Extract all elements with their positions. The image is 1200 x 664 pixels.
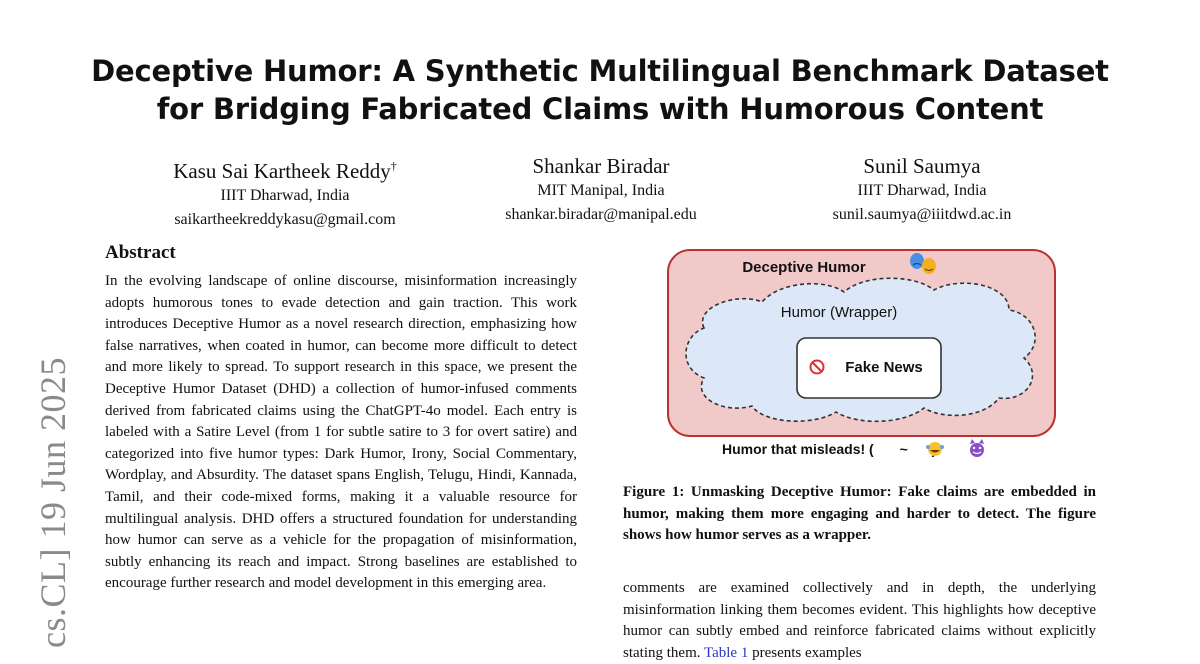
author-name: Kasu Sai Kartheek Reddy† xyxy=(173,159,397,183)
body-paragraph: comments are examined collectively and in depth, the underlying misinformation linking them becomes evident. This highlights how deceptive humor can subtly embed and reinforce fabricated claims without explicitly stating them. Table 1 presents examples xyxy=(623,580,1096,661)
arxiv-stamp: cs.CL] 19 Jun 2025 xyxy=(33,357,73,648)
paper-title xyxy=(60,52,1140,128)
table-reference-link[interactable]: Table 1 xyxy=(703,644,749,661)
laughing-emoji-icon xyxy=(926,442,944,456)
abstract-heading: Abstract xyxy=(105,242,176,263)
author-block-2 xyxy=(451,153,751,227)
humor-wrapper-label: Humor (Wrapper) xyxy=(780,304,898,321)
author-name: Sunil Saumya xyxy=(863,154,981,178)
author-affiliation: IIIT Dharwad, India xyxy=(857,182,987,199)
author-email[interactable]: sunil.saumya@iiitdwd.ac.in xyxy=(832,206,1012,223)
abstract-text: In the evolving landscape of online discourse, misinformation increasingly adopts humorous tones to evade detection and gain traction. This work introduces Deceptive Humor as a novel research direction, emphasizing how false narratives, when coated in humor, can become more difficult to detect and more likely to spread. To support research in this space, we present the Deceptive Humor Dataset (DHD) a collection of humor-infused comments derived from fabricated claims using the ChatGPT-4o model. Each entry is labeled with a Satire Level (from 1 for subtle satire to 3 for overt satire) and categorized into five humor types: Dark Humor, Irony, Social Commentary, Wordplay, and Absurdity. The dataset spans English, Telugu, Hindi, Kannada, Tamil, and their code-mixed forms, making it a valuable resource for multilingual analysis. DHD offers a structured foundation for understanding how humor can serve as a vehicle for the propagation of misinformation, subtly enhancing its reach and impact. Strong baselines are established to encourage further research and model development in this emerging area. xyxy=(105,273,577,592)
figure-1 xyxy=(664,248,1064,468)
author-name: Shankar Biradar xyxy=(532,154,670,178)
author-affiliation: MIT Manipal, India xyxy=(537,182,665,199)
figure-tagline: Humor that misleads! ( ~ xyxy=(722,441,912,457)
title-line-1: Deceptive Humor: A Synthetic Multilingual Benchmark Dataset xyxy=(91,54,1109,88)
author-email[interactable]: saikartheekreddykasu@gmail.com xyxy=(174,211,396,228)
dagger-mark: † xyxy=(390,159,397,173)
author-block-1 xyxy=(135,153,435,232)
author-email[interactable]: shankar.biradar@manipal.edu xyxy=(505,206,697,223)
devil-emoji-icon xyxy=(970,439,984,457)
figure-diagram xyxy=(664,248,1064,463)
fake-news-label: Fake News xyxy=(845,359,923,376)
author-block-3 xyxy=(772,153,1072,227)
author-affiliation: IIIT Dharwad, India xyxy=(220,187,350,204)
deceptive-humor-label: Deceptive Humor xyxy=(742,259,866,276)
figure-caption: Figure 1: Unmasking Deceptive Humor: Fake claims are embedded in humor, making them more engaging and harder to detect. The figure shows how humor serves as a wrapper. xyxy=(623,484,1096,543)
title-line-2: for Bridging Fabricated Claims with Humorous Content xyxy=(156,92,1044,126)
